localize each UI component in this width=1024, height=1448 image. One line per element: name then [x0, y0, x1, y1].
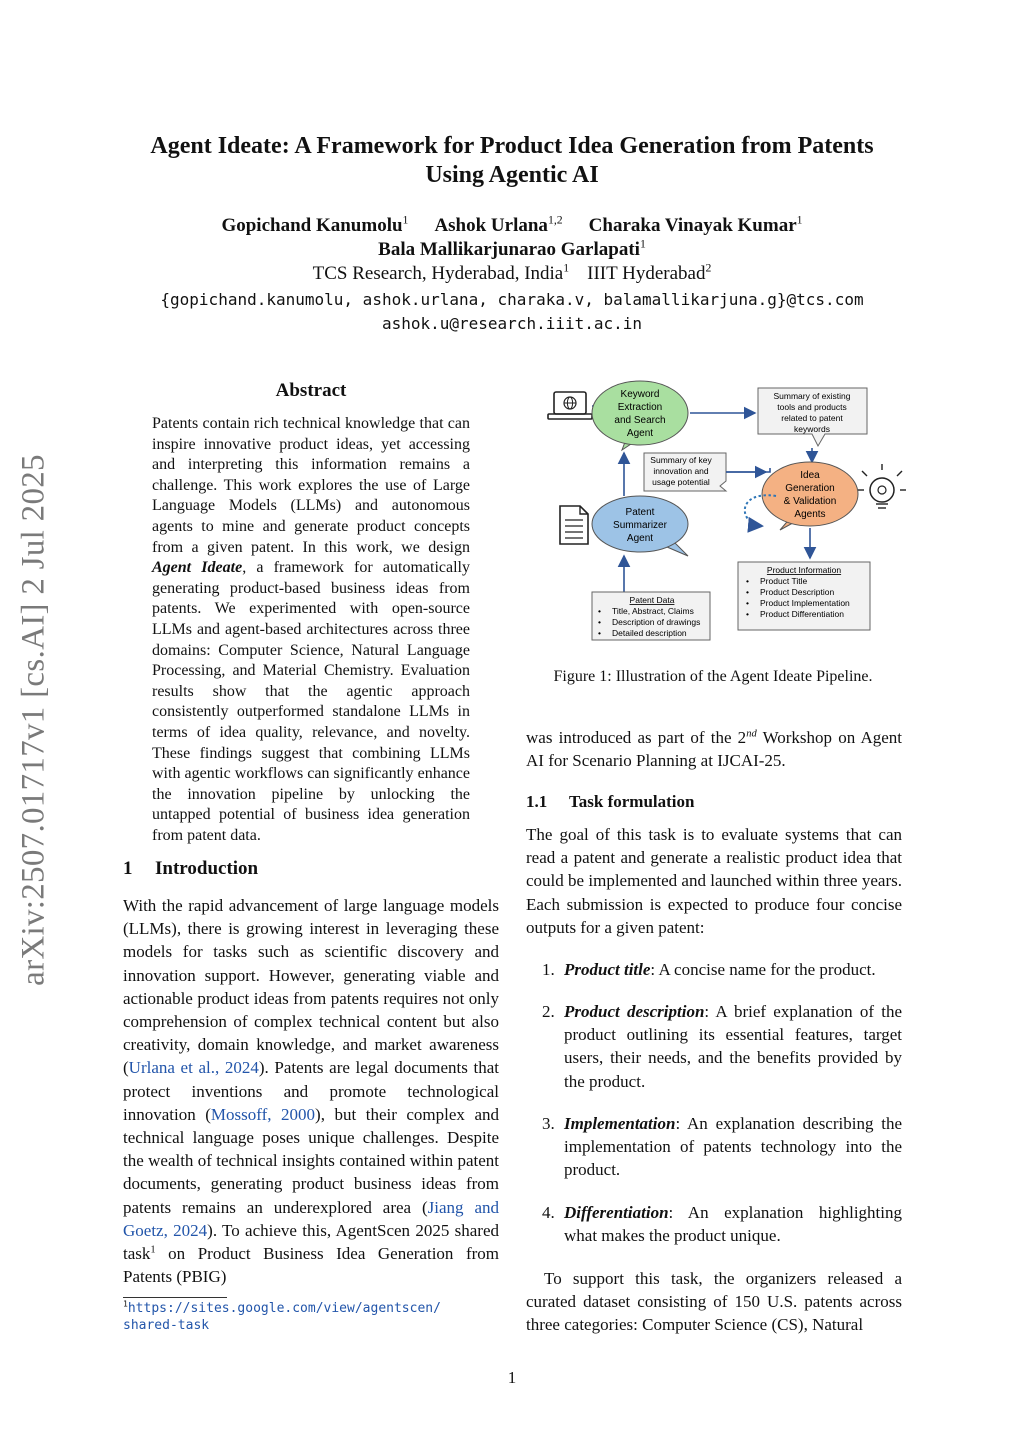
node-label: Idea: [800, 470, 820, 481]
list-number: 1.: [542, 960, 555, 979]
author-block: [80, 214, 944, 286]
author-sup: 1: [402, 213, 409, 227]
document-icon: [560, 506, 588, 544]
list-number: 3.: [542, 1114, 555, 1133]
affiliation-sup: 2: [705, 261, 712, 275]
author-name: Ashok Urlana: [434, 215, 548, 236]
node-label: Extraction: [617, 402, 663, 413]
section-number: 1.1: [526, 792, 548, 811]
affiliation-line: [80, 262, 944, 286]
author-name: Charaka Vinayak Kumar: [588, 215, 797, 236]
box-item: Description of drawings: [612, 617, 701, 627]
callout-label: Summary of existing: [773, 391, 851, 401]
right-intro-continuation: [526, 726, 902, 772]
bullet: •: [598, 606, 601, 616]
text-run: on Product Business Idea Generation from Patents (PBIG): [123, 1244, 499, 1287]
footnote-rule: [123, 1297, 227, 1298]
bullet: •: [598, 617, 601, 627]
abstract-part: Patents contain rich technical knowledge that can inspire innovative product ideas, yet accessing and interpreting this information remains a challenge. This work explores the use of Large Language Models (LLMs) and autonomous agents to mine and generate product concepts from a given patent. In this work, we design: [152, 415, 470, 556]
summary-key-callout: [644, 453, 726, 491]
author-sup: 1,2: [547, 213, 563, 227]
footnote-url[interactable]: https://sites.google.com/view/agentscen/: [127, 1301, 441, 1316]
bullet: •: [746, 576, 749, 586]
footnote-url-cont[interactable]: shared-task: [123, 1318, 210, 1333]
affiliation: IIIT Hyderabad: [587, 263, 706, 284]
citation-link[interactable]: Jiang and Goetz, 2024: [123, 1197, 500, 1240]
node-label: Agents: [794, 509, 826, 520]
author-sup: 1: [796, 213, 803, 227]
footnote-marker[interactable]: 1: [150, 1244, 156, 1256]
bullet: •: [746, 587, 749, 597]
box-item: Title, Abstract, Claims: [612, 606, 694, 616]
author-sup: 1: [639, 237, 646, 251]
abstract-text: [152, 414, 470, 846]
footnote: [123, 1300, 499, 1334]
idea-agent-node: [762, 462, 858, 530]
lightbulb-gear-icon: [858, 464, 906, 508]
title-line-1: Agent Ideate: A Framework for Product Idea Generation from Patents: [150, 133, 874, 159]
arxiv-stamp: [12, 440, 56, 1000]
list-desc: : A brief explanation of the product outlining its essential features, target users, their needs, and the benefits provided by the product.: [564, 1002, 903, 1091]
closing-paragraph: To support this task, the organizers released a curated dataset consisting of 150 U.S. patents across three categories: Computer Science (CS), Natural: [526, 1269, 902, 1335]
node-label: and Search: [614, 415, 666, 426]
paper-title: [80, 132, 944, 190]
page-number: 1: [507, 1368, 517, 1387]
list-term: Product description: [564, 1002, 705, 1021]
footnote-mark: 1: [123, 1299, 128, 1309]
abstract-heading: Abstract: [275, 380, 347, 401]
node-label: Agent: [626, 428, 654, 439]
bullet: •: [746, 598, 749, 608]
box-item: Product Differentiation: [760, 609, 844, 619]
intro-heading: [123, 858, 258, 880]
patent-agent-node: [592, 496, 688, 556]
bullet: •: [746, 609, 749, 619]
affiliation-sup: 1: [563, 261, 570, 275]
list-desc: : An explanation describing the implementation of patents technology into the product.: [564, 1114, 902, 1180]
abstract-part: , a framework for automatically generating product-based business ideas from patents. We experimented with open-source LLMs and agent-based architectures across three domains: Computer Science, Natural Language Processing, and Material Chemistry. Evaluation results show that the agentic approach consistently outperformed standalone LLMs in terms of idea quality, relevance, and novelty. These findings suggest that combining LLMs with agentic workflows can significantly enhance the innovation pipeline by unlocking the untapped potential of business idea generation from patent data.: [152, 559, 470, 844]
figure-caption: Figure 1: Illustration of the Agent Ideate Pipeline.: [553, 668, 873, 685]
list-term: Implementation: [564, 1114, 676, 1133]
node-label: & Validation: [783, 496, 837, 507]
box-title: Product Information: [766, 565, 842, 575]
text-run: Workshop on Agent AI for Scenario Planning at IJCAI-25.: [526, 728, 902, 771]
node-label: Agent: [626, 533, 654, 544]
text-run: ). Patents are legal documents that protect inventions and promote technological innovation (: [123, 1058, 500, 1124]
box-item: Product Description: [760, 587, 835, 597]
callout-label: keywords: [794, 424, 830, 434]
arxiv-id: arXiv:2507.01717v1 [cs.AI] 2 Jul 2025: [15, 454, 52, 986]
text-run: ). To achieve this, AgentScen 2025 shared task: [123, 1220, 500, 1264]
author-line-2: [80, 238, 944, 262]
summary-tools-callout: [758, 388, 867, 446]
intro-paragraph: [123, 894, 499, 1288]
text-run: With the rapid advancement of large language models (LLMs), there is growing interest in leveraging these models for tasks such as scientific discovery and innovation support. However, generating viable and actionable product ideas from patents requires not only comprehension of complex technical content but also creativity, domain knowledge, and market awareness (: [123, 896, 499, 1078]
laptop-globe-icon: [548, 392, 592, 419]
node-label: Patent: [625, 507, 655, 518]
node-label: Summarizer: [613, 520, 667, 531]
section-title: Introduction: [155, 858, 259, 879]
callout-label: related to patent: [781, 413, 843, 423]
pipeline-figure: [540, 378, 910, 648]
citation-link[interactable]: Urlana et al., 2024: [128, 1058, 259, 1078]
text-run: ), but their complex and technical language poses unique challenges. Despite the wealth of technical insights contained within patent documents, generating product business ideas from patents remains an underexplored area (: [123, 1104, 499, 1217]
superscript: nd: [746, 728, 757, 740]
section-title: Task formulation: [569, 792, 695, 811]
bullet: •: [598, 628, 601, 638]
list-number: 2.: [542, 1002, 555, 1021]
callout-label: usage potential: [652, 477, 710, 487]
citation-link[interactable]: Mossoff, 2000: [210, 1104, 316, 1124]
list-number: 4.: [542, 1203, 555, 1222]
box-title: Patent Data: [629, 595, 675, 605]
task-heading: [526, 792, 694, 812]
patent-data-box: [592, 592, 710, 640]
list-term: Differentiation: [564, 1203, 669, 1222]
box-item: Detailed description: [612, 628, 687, 638]
list-desc: : An explanation highlighting what makes the product unique.: [564, 1203, 902, 1246]
list-term: Product title: [564, 960, 651, 979]
box-item: Product Implementation: [760, 598, 850, 608]
task-paragraph: The goal of this task is to evaluate systems that can read a patent and generate a realistic product idea that could be implemented and launched within three years. Each submission is expected to produce four concise outputs for a given patent:: [526, 825, 902, 937]
section-number: 1: [123, 858, 133, 879]
list-desc: : A concise name for the product.: [650, 960, 876, 979]
email-line-1: {gopichand.kanumolu, ashok.urlana, charaka.v, balamallikarjuna.g}@tcs.com: [160, 290, 864, 309]
callout-label: innovation and: [653, 466, 709, 476]
box-item: Product Title: [760, 576, 808, 586]
callout-label: Summary of key: [650, 455, 712, 465]
node-label: Generation: [785, 483, 835, 494]
author-name: Bala Mallikarjunarao Garlapati: [378, 239, 640, 260]
email-line-2: ashok.u@research.iiit.ac.in: [381, 314, 643, 333]
keyword-agent-node: [592, 381, 688, 450]
author-line-1: [80, 214, 944, 238]
affiliation: TCS Research, Hyderabad, India: [312, 263, 564, 284]
node-label: Keyword: [620, 389, 660, 400]
author-name: Gopichand Kanumolu: [221, 215, 403, 236]
product-info-box: [738, 562, 870, 630]
author-emails: [80, 288, 944, 336]
title-line-2: Using Agentic AI: [425, 162, 599, 188]
framework-name: Agent Ideate: [152, 559, 243, 577]
text-run: was introduced as part of the 2: [526, 728, 747, 747]
callout-label: tools and products: [777, 402, 847, 412]
